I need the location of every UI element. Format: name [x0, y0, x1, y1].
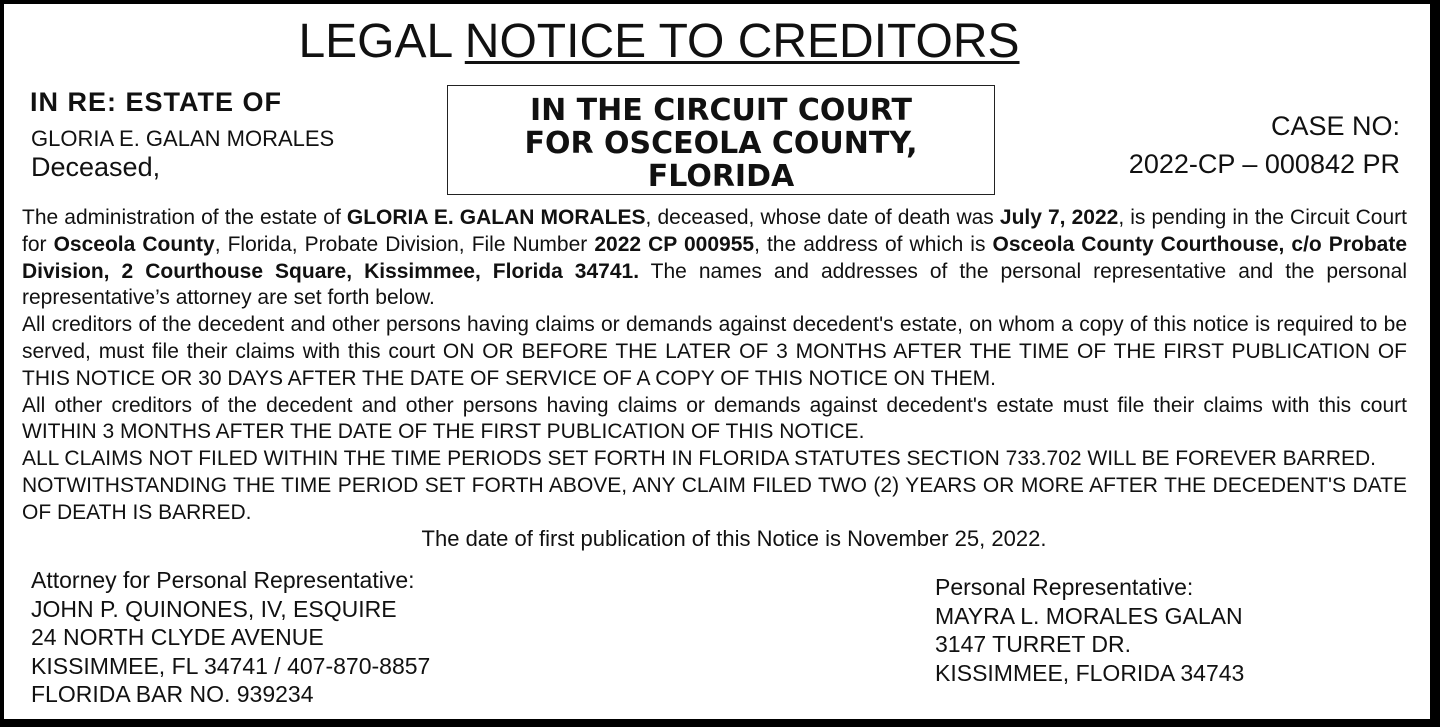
attorney-block — [31, 566, 430, 709]
title-part-notice: NOTICE TO CREDITORS — [464, 15, 1020, 68]
paragraph-other-creditors: All other creditors of the decedent and other persons having claims or demands against decedent's estate must file their claims with this court WITHIN 3 MONTHS AFTER THE DATE OF THE FIRST PUBLICATION OF THIS NOTICE. — [22, 393, 1407, 444]
notice-title — [4, 12, 1314, 72]
case-number-block — [1129, 107, 1400, 183]
paragraph-segment: Osceola County Courthouse, c/o Probate Division, 2 Courthouse Square, Kissimmee, Florida 34741. — [22, 232, 1407, 283]
representative-name: MAYRA L. MORALES GALAN — [935, 602, 1243, 629]
court-box — [447, 85, 995, 195]
paragraph-creditors-served: All creditors of the decedent and other persons having claims or demands against decedent's estate, on whom a copy of this notice is required to be served, must file their claims with this court ON OR BEFORE THE LATER OF 3 MONTHS AFTER THE TIME OF THE FIRST PUBLICATION OF THIS NOTICE OR 30 DAYS AFTER THE DATE OF SERVICE OF A COPY OF THIS NOTICE ON THEM. — [22, 313, 1407, 390]
representative-block — [935, 573, 1244, 687]
in-re-heading: IN RE: ESTATE OF — [30, 87, 282, 117]
court-line-3: FLORIDA — [647, 159, 795, 194]
paragraph-segment: 2022 CP 000955 — [594, 232, 755, 256]
paragraph-segment: The administration of the estate of — [22, 206, 347, 229]
title-part-legal: LEGAL — [298, 15, 465, 68]
case-label: CASE NO: — [1270, 111, 1400, 141]
paragraph-administration — [22, 205, 1407, 312]
paragraph-segment: GLORIA E. GALAN MORALES — [346, 206, 646, 229]
case-number: 2022-CP – 000842 PR — [1128, 149, 1400, 179]
attorney-address-1: 24 NORTH CLYDE AVENUE — [31, 624, 324, 650]
attorney-label: Attorney for Personal Representative: — [31, 567, 415, 593]
paragraph-segment: July 7, 2022 — [999, 206, 1119, 229]
paragraph-notwithstanding: NOTWITHSTANDING THE TIME PERIOD SET FORTH ABOVE, ANY CLAIM FILED TWO (2) YEARS OR MORE AFTER THE DECEDENT'S DATE OF DEATH IS BARRED. — [22, 473, 1407, 524]
notice-body — [22, 205, 1407, 527]
paragraph-segment: Osceola County — [53, 232, 215, 256]
paragraph-segment: , deceased, whose date of death was — [645, 206, 1000, 229]
attorney-address-2: KISSIMMEE, FL 34741 / 407-870-8857 — [31, 652, 431, 679]
decedent-name: GLORIA E. GALAN MORALES — [31, 126, 335, 151]
paragraph-segment: , is pending in the Circuit Court for — [22, 206, 1407, 256]
attorney-name: JOHN P. QUINONES, IV, ESQUIRE — [31, 595, 397, 622]
attorney-bar-number: FLORIDA BAR NO. 939234 — [31, 681, 314, 707]
paragraph-segment: , the address of which is — [754, 232, 993, 256]
publication-date: The date of first publication of this Notice is November 25, 2022. — [421, 526, 1047, 551]
paragraph-segment: , Florida, Probate Division, File Number — [214, 232, 595, 256]
court-line-2: FOR OSCEOLA COUNTY, — [524, 126, 918, 161]
paragraph-segment: The names and addresses of the personal representative and the personal representative’s attorney are set forth below. — [22, 259, 1407, 310]
deceased-label: Deceased, — [31, 152, 161, 182]
paragraph-claims-barred: ALL CLAIMS NOT FILED WITHIN THE TIME PERIODS SET FORTH IN FLORIDA STATUTES SECTION 733.702 WILL BE FOREVER BARRED. — [22, 447, 1377, 471]
representative-label: Personal Representative: — [935, 574, 1194, 600]
court-line-1: IN THE CIRCUIT COURT — [529, 93, 913, 128]
representative-address-1: 3147 TURRET DR. — [935, 631, 1131, 657]
representative-address-2: KISSIMMEE, FLORIDA 34743 — [935, 659, 1245, 686]
legal-notice — [4, 4, 1430, 719]
